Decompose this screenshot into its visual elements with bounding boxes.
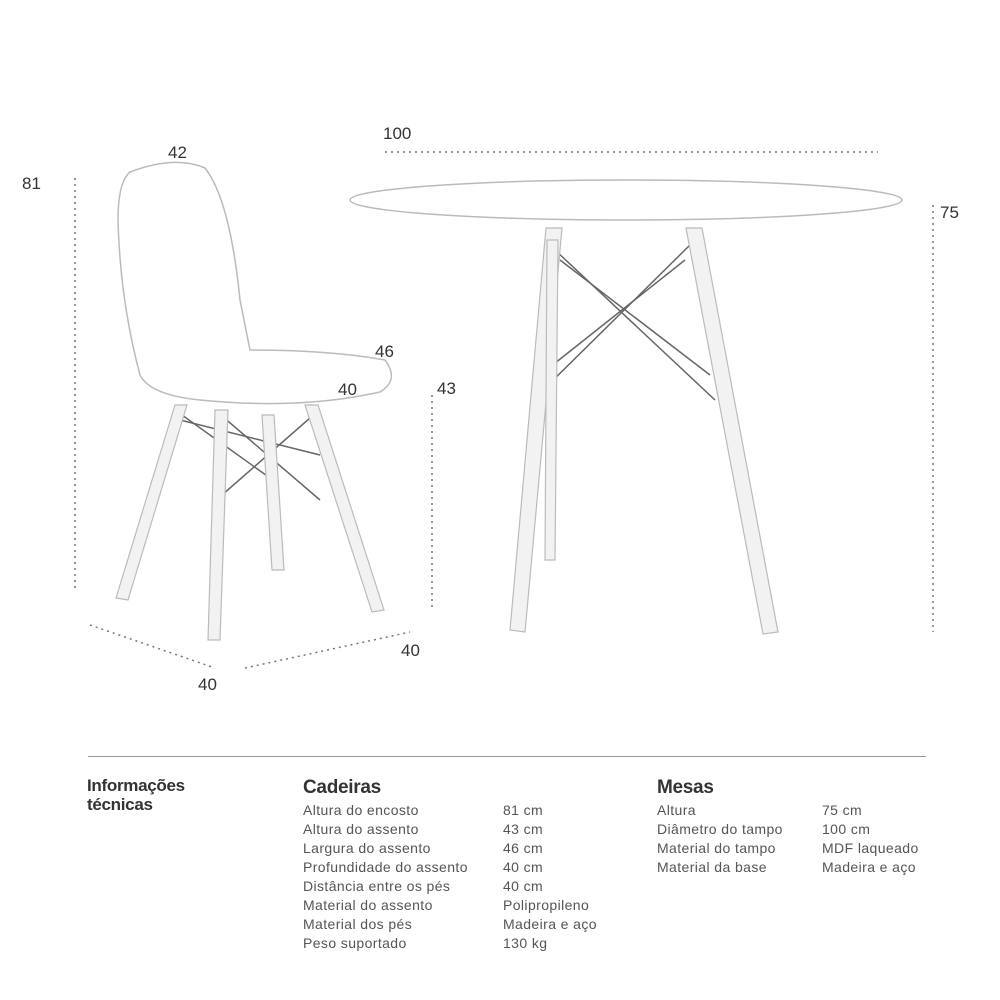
specs-heading: Informações técnicas [87, 776, 185, 814]
dim-table-diameter: 100 [383, 124, 412, 143]
tables-spec-table [657, 801, 919, 877]
spec-row [303, 934, 597, 953]
spec-value: 130 kg [503, 935, 548, 951]
spec-value: Polipropileno [503, 897, 590, 913]
spec-label: Material da base [657, 859, 767, 875]
spec-label: Distância entre os pés [303, 878, 451, 894]
spec-row [303, 915, 597, 934]
spec-row [303, 801, 597, 820]
spec-value: 100 cm [822, 821, 871, 837]
spec-value: MDF laqueado [822, 840, 919, 856]
dim-seat-width: 46 [375, 342, 394, 361]
spec-label: Largura do assento [303, 840, 431, 856]
spec-row [657, 858, 919, 877]
spec-row [303, 820, 597, 839]
table-drawing [350, 180, 902, 634]
dim-feet-distance-right: 40 [401, 641, 420, 660]
dim-seat-height: 43 [437, 379, 456, 398]
dim-seat-depth: 40 [338, 380, 357, 399]
spec-row [657, 820, 919, 839]
spec-value: 40 cm [503, 878, 544, 894]
chairs-spec-table [303, 801, 597, 953]
spec-label: Altura do assento [303, 821, 419, 837]
chairs-title: Cadeiras [303, 777, 381, 798]
divider [88, 756, 926, 757]
spec-label: Altura do encosto [303, 802, 419, 818]
dim-feet-distance-left: 40 [198, 675, 217, 694]
spec-row [303, 896, 597, 915]
dim-table-height: 75 [940, 203, 959, 222]
dim-chair-back-width: 42 [168, 143, 187, 162]
spec-label: Altura [657, 802, 696, 818]
spec-row [303, 877, 597, 896]
spec-value: 43 cm [503, 821, 544, 837]
spec-label: Diâmetro do tampo [657, 821, 783, 837]
spec-row [657, 801, 919, 820]
spec-value: 40 cm [503, 859, 544, 875]
spec-label: Profundidade do assento [303, 859, 468, 875]
spec-value: Madeira e aço [822, 859, 916, 875]
spec-value: 46 cm [503, 840, 544, 856]
spec-label: Material dos pés [303, 916, 413, 932]
spec-value: Madeira e aço [503, 916, 597, 932]
spec-label: Peso suportado [303, 935, 407, 951]
dim-chair-height: 81 [22, 174, 41, 193]
spec-value: 81 cm [503, 802, 544, 818]
spec-row [303, 858, 597, 877]
chair-drawing [116, 162, 391, 640]
spec-label: Material do tampo [657, 840, 776, 856]
tables-title: Mesas [657, 777, 714, 798]
spec-value: 75 cm [822, 802, 863, 818]
spec-row [657, 839, 919, 858]
spec-row [303, 839, 597, 858]
spec-label: Material do assento [303, 897, 433, 913]
